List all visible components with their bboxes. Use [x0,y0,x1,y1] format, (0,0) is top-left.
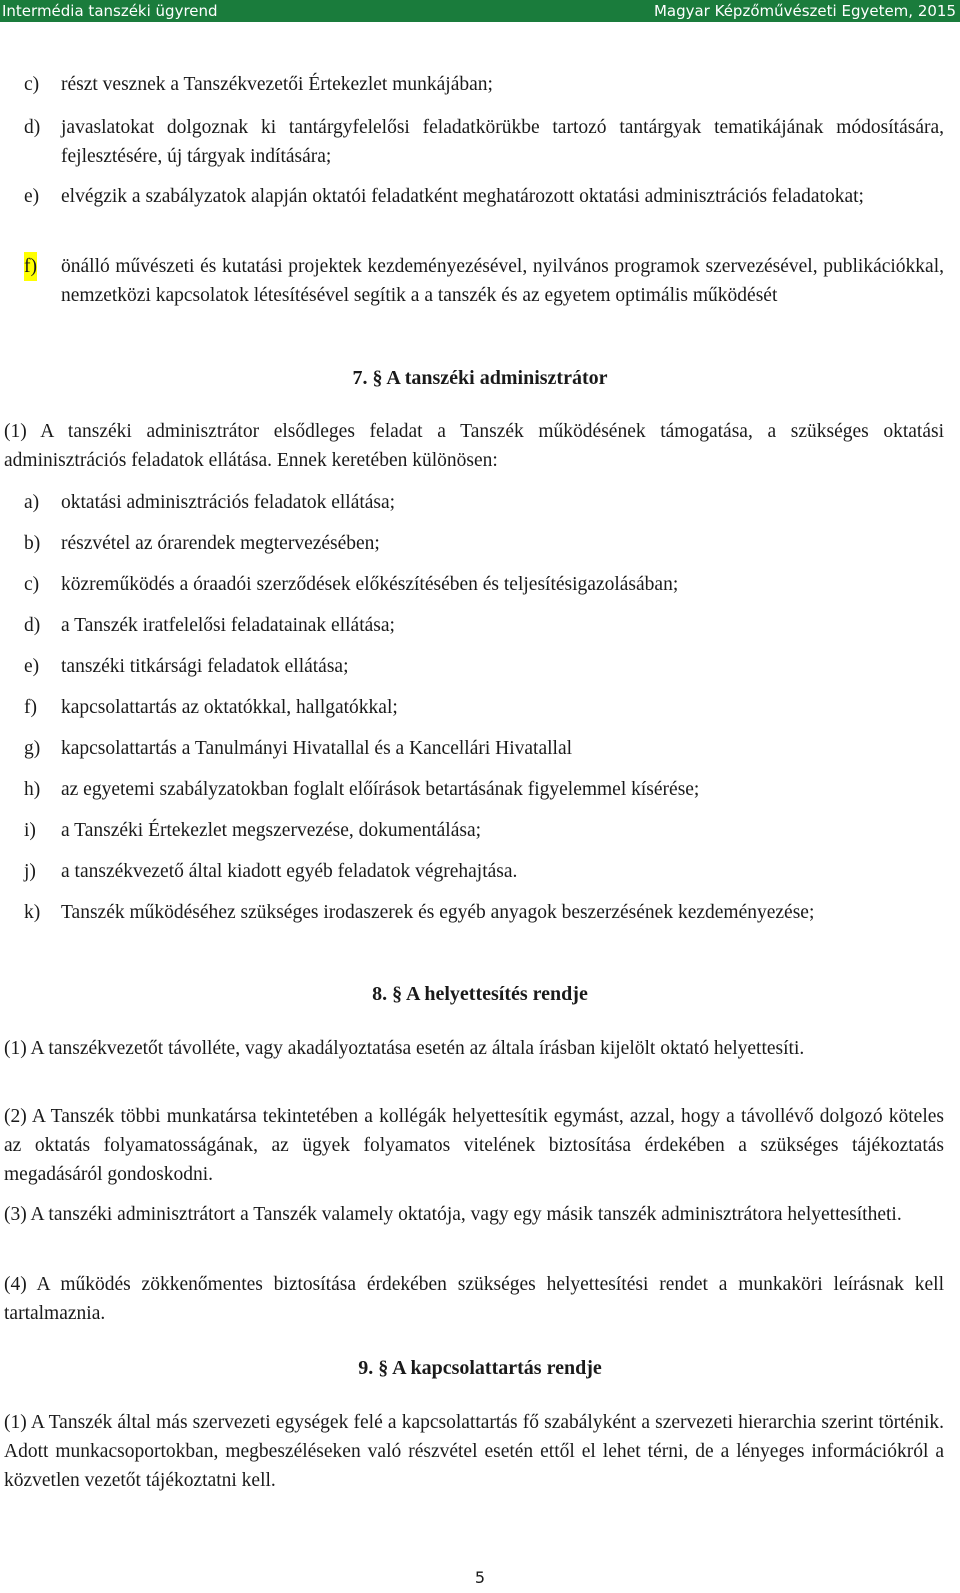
list-item-label: i) [24,820,36,841]
section-8-paragraph: (1) A tanszékvezetőt távolléte, vagy akadályoztatása esetén az általa írásban kijelölt oktató helyettesíti. [4,1038,805,1059]
list-item-text: az egyetemi szabályzatokban foglalt előírások betartásának figyelemmel kísérése; [61,779,700,800]
list-item-label: d) [24,615,41,636]
page-header [0,0,960,22]
list-item-label: h) [24,779,41,800]
list-item-text: részvétel az órarendek megtervezésében; [61,533,380,554]
list-item [24,734,944,763]
list-item [24,775,944,804]
list-item [24,693,944,722]
list-item [24,70,944,99]
list-item-text: elvégzik a szabályzatok alapján oktatói feladatként meghatározott oktatási adminisztrációs feladatokat; [61,186,864,207]
list-item [24,652,944,681]
section-8-paragraph: (3) A tanszéki adminisztrátort a Tanszék valamely oktatója, vagy egy másik tanszék adminisztrátora helyettesítheti. [4,1204,902,1225]
list-item [24,570,944,599]
list-item [24,857,944,886]
section-9-heading: 9. § A kapcsolattartás rendje [358,1357,602,1379]
list-item-text: kapcsolattartás a Tanulmányi Hivatallal és a Kancellári Hivatallal [61,738,573,759]
list-item-text: Tanszék működéséhez szükséges irodaszerek és egyéb anyagok beszerzésének kezdeményezése; [61,902,815,923]
list-item-text: javaslatokat dolgoznak ki tantárgyfelelősi feladatkörükbe tartozó tantárgyak tematikájának módosítására, fejlesztésére, új tárgyak indítására; [61,117,944,167]
list-item-text: a Tanszéki Értekezlet megszervezése, dokumentálása; [61,820,482,841]
list-item [24,113,944,171]
page-number: 5 [474,1568,486,1587]
list-item-text: a tanszékvezető által kiadott egyéb feladatok végrehajtása. [61,861,518,882]
section-8-paragraph: (2) A Tanszék többi munkatársa tekintetében a kollégák helyettesítik egymást, azzal, hogy a távollévő dolgozó köteles az oktatás folyamatosságának, az ügyek folyamatos vitelének biztosítása érdekében a szükséges tájékoztatás megadásáról gondoskodni. [4,1106,944,1185]
list-item-text: közreműködés a óraadói szerződések előkészítésében és teljesítésigazolásában; [61,574,679,595]
list-item [24,816,944,845]
list-item-label: c) [24,574,40,595]
section-8-paragraph: (4) A működés zökkenőmentes biztosítása érdekében szükséges helyettesítési rendet a munkaköri leírásnak kell tartalmaznia. [4,1274,944,1324]
list-item-text: tanszéki titkársági feladatok ellátása; [61,656,349,677]
list-item-label: e) [24,656,40,677]
list-item-text: a Tanszék iratfelelősi feladatainak ellátása; [61,615,395,636]
section-9-paragraph: (1) A Tanszék által más szervezeti egységek felé a kapcsolattartás fő szabályként a szervezeti hierarchia szerint történik. Adott munkacsoportokban, megbeszéléseken való részvétel esetén ettől el lehet térni, de a lényeges információkról a közvetlen vezetőt tájékoztatni kell. [4,1412,944,1491]
list-item-label: a) [24,492,40,513]
list-item-label: f) [24,697,37,718]
list-item [24,898,944,927]
list-item-label: c) [24,74,40,95]
section-8-heading: 8. § A helyettesítés rendje [372,983,588,1005]
list-item-text: önálló művészeti és kutatási projektek kezdeményezésével, nyilvános programok szervezésével, publikációkkal, nemzetközi kapcsolatok létesítésével segítik a a tanszék és az egyetem optimális működését [61,256,944,306]
list-item-label-highlighted: f) [24,252,37,281]
list-item-text: kapcsolattartás az oktatókkal, hallgatókkal; [61,697,398,718]
list-item-text: részt vesznek a Tanszékvezetői Értekezlet munkájában; [61,74,493,95]
section-7-intro: (1) A tanszéki adminisztrátor elsődleges feladat a Tanszék működésének támogatása, a szükséges oktatási adminisztrációs feladatok ellátása. Ennek keretében különösen: [4,421,944,471]
list-item-text: oktatási adminisztrációs feladatok ellátása; [61,492,396,513]
list-item-label: k) [24,902,41,923]
list-item [24,611,944,640]
section-7-heading: 7. § A tanszéki adminisztrátor [352,367,608,389]
list-item-label: j) [24,861,36,882]
list-item-label: d) [24,117,41,138]
header-left-title: Intermédia tanszéki ügyrend [2,2,218,20]
list-item-label: g) [24,738,41,759]
header-right-title: Magyar Képzőművészeti Egyetem, 2015 [653,2,956,20]
list-item [24,529,944,558]
list-item [24,182,944,211]
list-item [24,488,944,517]
list-item-label: b) [24,533,41,554]
list-item-label: e) [24,186,40,207]
list-item [24,252,944,310]
